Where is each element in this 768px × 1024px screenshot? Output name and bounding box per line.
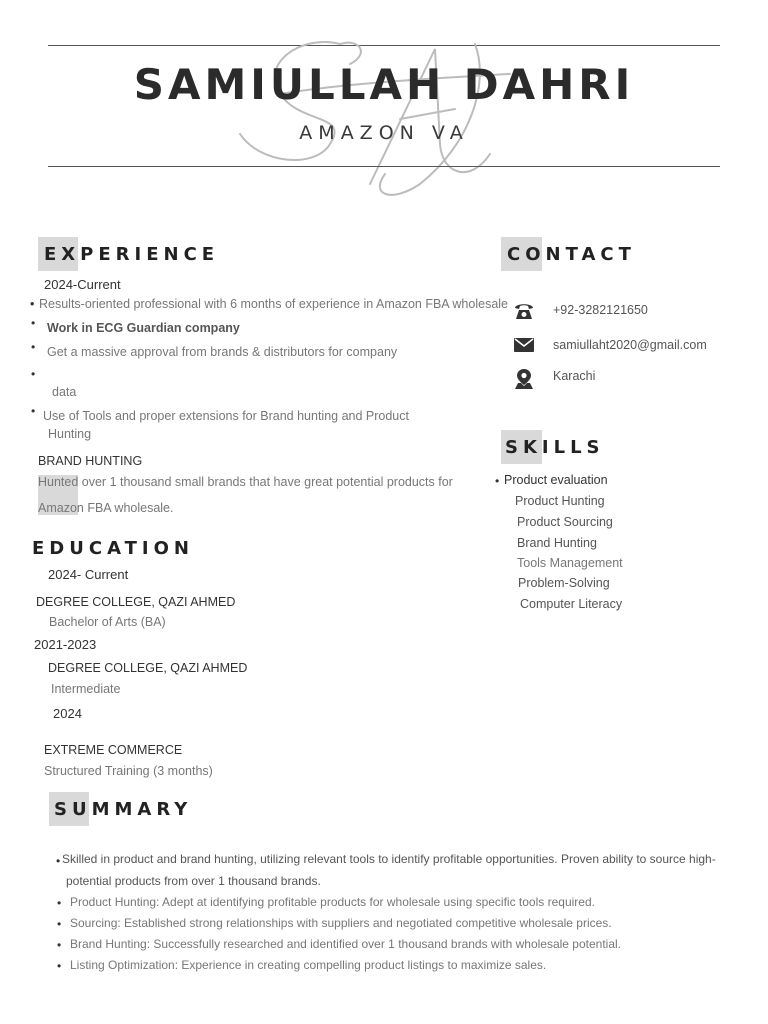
experience-line-2: Work in ECG Guardian company: [47, 321, 240, 335]
summary-heading: SUMMARY: [54, 799, 193, 820]
education-1-period: 2024- Current: [48, 567, 129, 582]
education-3-school: EXTREME COMMERCE: [44, 743, 183, 757]
contact-email: samiullaht2020@gmail.com: [553, 338, 707, 352]
brand-hunting-line-2: Amazon FBA wholesale.: [38, 501, 174, 515]
bullet-dot: •: [57, 917, 62, 931]
experience-line-1: • Results-oriented professional with 6 months of experience in Amazon FBA wholesale: [39, 297, 508, 311]
education-3-degree: Structured Training (3 months): [44, 764, 213, 778]
education-1-school: DEGREE COLLEGE, QAZI AHMED: [36, 595, 236, 609]
candidate-role: AMAZON VA: [299, 122, 469, 144]
skills-heading: SKILLS: [505, 437, 605, 458]
education-2-period: 2021-2023: [34, 637, 97, 652]
experience-heading: EXPERIENCE: [44, 244, 220, 265]
header-bottom-rule: [48, 166, 720, 167]
summary-line-4: Brand Hunting: Successfully researched and identified over 1 thousand brands with wholesale potential.: [70, 937, 622, 951]
experience-line-4: data: [52, 385, 77, 399]
skill-item: Brand Hunting: [517, 536, 597, 550]
bullet-dot: •: [57, 959, 62, 973]
skill-item: Tools Management: [517, 556, 623, 570]
bullet-dot: •: [495, 474, 500, 488]
summary-line-1b: potential products from over 1 thousand brands.: [66, 874, 321, 888]
experience-line-3: Get a massive approval from brands & distributors for company: [47, 345, 398, 359]
contact-heading: CONTACT: [507, 244, 636, 265]
education-heading: EDUCATION: [32, 538, 194, 559]
experience-line-5a: Use of Tools and proper extensions for Brand hunting and Product: [43, 409, 409, 423]
bullet-dot: •: [31, 340, 36, 354]
contact-phone: +92-3282121650: [553, 303, 648, 317]
signature-monogram: [220, 24, 520, 196]
bullet-dot: •: [56, 854, 61, 868]
bullet-dot: •: [31, 404, 36, 418]
bullet-dot: •: [57, 938, 62, 952]
education-2-school: DEGREE COLLEGE, QAZI AHMED: [48, 661, 248, 675]
experience-period: 2024-Current: [44, 277, 121, 292]
summary-line-2: Product Hunting: Adept at identifying profitable products for wholesale using specific tools required.: [70, 895, 595, 909]
summary-line-5: Listing Optimization: Experience in creating compelling product listings to maximize sales.: [70, 958, 547, 972]
contact-location: Karachi: [553, 369, 596, 383]
experience-line-5b: Hunting: [48, 427, 92, 441]
bullet-dot: •: [31, 367, 36, 381]
skill-item: Product evaluation: [504, 473, 608, 487]
skill-item: Computer Literacy: [520, 597, 623, 611]
brand-hunting-line-1: Hunted over 1 thousand small brands that have great potential products for: [38, 475, 453, 489]
summary-line-3: Sourcing: Established strong relationships with suppliers and negotiated competitive wholesale prices.: [70, 916, 612, 930]
skill-item: Product Sourcing: [517, 515, 613, 529]
education-2-degree: Intermediate: [51, 682, 121, 696]
mail-icon: [512, 333, 536, 357]
candidate-name: SAMIULLAH DAHRI: [133, 60, 635, 109]
brand-hunting-heading: BRAND HUNTING: [38, 454, 143, 468]
skill-item: Problem-Solving: [518, 576, 610, 590]
summary-line-1a: Skilled in product and brand hunting, utilizing relevant tools to identify profitable opportunities. Proven ability to source high-: [62, 852, 716, 866]
location-pin-icon: [512, 367, 536, 391]
education-3-period: 2024: [53, 706, 82, 721]
phone-icon: [512, 299, 536, 323]
bullet-dot: •: [31, 316, 36, 330]
skill-item: Product Hunting: [515, 494, 605, 508]
education-1-degree: Bachelor of Arts (BA): [49, 615, 166, 629]
bullet-dot: •: [57, 896, 62, 910]
